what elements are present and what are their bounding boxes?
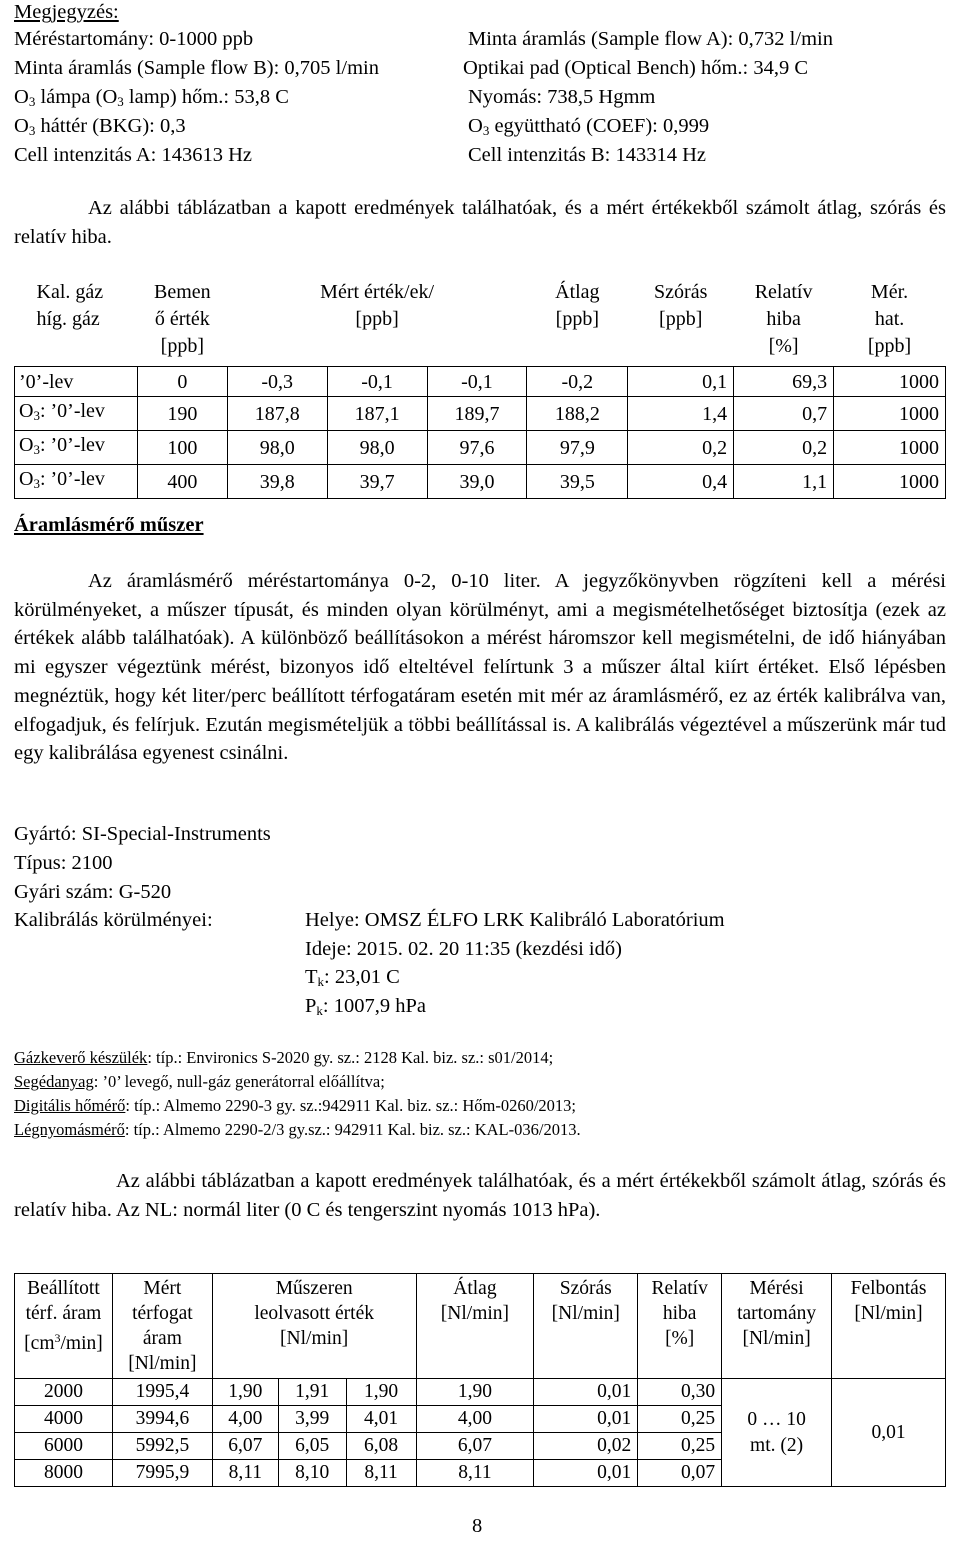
table2-cell: 7995,9 [112, 1460, 212, 1487]
table1-cell: 98,0 [227, 431, 327, 465]
note-right-1: Optikai pad (Optical Bench) hőm.: 34,9 C [463, 57, 809, 79]
table1-cell: $O_3$: ’0’-lev [15, 465, 138, 499]
table2-cell: 6,07 [212, 1433, 278, 1460]
table1-cell: 1000 [834, 367, 946, 397]
table1-cell: 1000 [834, 465, 946, 499]
table-row [15, 1379, 946, 1406]
table1-cell: 39,0 [427, 465, 527, 499]
t1-header-input: Bemen ő érték [ppb] [153, 281, 211, 357]
table2-cell: 8,11 [416, 1460, 534, 1487]
table2-cell: 0,01 [534, 1406, 638, 1433]
table1-cell: 190 [137, 397, 227, 431]
table1-cell: 97,6 [427, 431, 527, 465]
t1-header-average: Átlag [ppb] [555, 281, 600, 330]
t1-header-range: Mér. hat. [ppb] [867, 281, 912, 357]
note-left-4: Cell intenzitás A: 143613 Hz [14, 144, 252, 166]
table2-cell: 4000 [15, 1406, 113, 1433]
table2-cell: 1,90 [212, 1379, 278, 1406]
t2-header-readings: Műszeren leolvasott érték [Nl/min] [212, 1274, 416, 1379]
table-row [15, 397, 946, 431]
maker-line: Gyártó: SI-Special-Instruments [14, 823, 271, 845]
table1-cell: 39,5 [527, 465, 628, 499]
intro-paragraph-1: Az alábbi táblázatban a kapott eredmények találhatóak, és a mért értékekből számolt átlag, szórás és relatív hiba. [14, 197, 946, 248]
table1-cell: 97,9 [527, 431, 628, 465]
t2-header-range: Mérési tartomány [Nl/min] [722, 1274, 832, 1379]
table1-cell: 187,8 [227, 397, 327, 431]
table2-cell: 0,01 [534, 1460, 638, 1487]
table1-cell: 0,4 [628, 465, 734, 499]
table-row [15, 465, 946, 499]
table1-cell: 189,7 [427, 397, 527, 431]
table1-cell: 98,0 [327, 431, 427, 465]
table2-cell: 2000 [15, 1379, 113, 1406]
t2-header-measured-flow: Mért térfogat áram [Nl/min] [112, 1274, 212, 1379]
note-right-3: $O_3$ együttható (COEF): 0,999 [468, 115, 710, 138]
table1-cell: 39,8 [227, 465, 327, 499]
table-row [15, 367, 946, 397]
t1-header-relative-error: Relatív hiba [%] [754, 281, 813, 357]
table1-cell: $O_3$: ’0’-lev [15, 397, 138, 431]
section-title: Áramlásmérő műszer [14, 514, 204, 536]
table-row [15, 431, 946, 465]
table2-cell: 1,90 [416, 1379, 534, 1406]
t1-header-stdev: Szórás [ppb] [654, 281, 708, 330]
t2-header-average: Átlag [Nl/min] [416, 1274, 534, 1379]
table2-cell: 6,07 [416, 1433, 534, 1460]
table2-cell: 8,10 [278, 1460, 346, 1487]
table1-cell: -0,1 [327, 367, 427, 397]
table2-cell: 0,07 [638, 1460, 722, 1487]
table1-cell: 0,2 [628, 431, 734, 465]
table2-cell: 8,11 [212, 1460, 278, 1487]
note-right-4: Cell intenzitás B: 143314 Hz [468, 144, 706, 166]
table1-cell: 188,2 [527, 397, 628, 431]
resolution-cell: 0,01 [832, 1379, 946, 1487]
t1-header-cal-gas: Kal. gáz híg. gáz [36, 281, 104, 330]
table2-cell: 0,02 [534, 1433, 638, 1460]
note-left-2: $O_3$ lámpa ($O_3$ lamp) hőm.: 53,8 C [14, 86, 289, 109]
calibration-temperature: $T_k$: 23,01 C [305, 966, 400, 989]
table2-cell: 5992,5 [112, 1433, 212, 1460]
table1-cell: $O_3$: ’0’-lev [15, 431, 138, 465]
table2-cell: 4,01 [346, 1406, 416, 1433]
note-heading: Megjegyzés: [14, 1, 119, 23]
calibration-time: Ideje: 2015. 02. 20 11:35 (kezdési idő) [305, 938, 622, 960]
table1-cell: -0,3 [227, 367, 327, 397]
table1-cell: -0,1 [427, 367, 527, 397]
table2-cell: 6,08 [346, 1433, 416, 1460]
table2-cell: 4,00 [212, 1406, 278, 1433]
table2-cell: 3994,6 [112, 1406, 212, 1433]
table1-cell: 1000 [834, 431, 946, 465]
table1-cell: 1,4 [628, 397, 734, 431]
table1-cell: 0 [137, 367, 227, 397]
table2-cell: 1995,4 [112, 1379, 212, 1406]
table1-cell: 187,1 [327, 397, 427, 431]
calibration-label: Kalibrálás körülményei: [14, 909, 213, 931]
calibration-place: Helye: OMSZ ÉLFO LRK Kalibráló Laboratórium [305, 909, 725, 931]
t2-header-resolution: Felbontás [Nl/min] [832, 1274, 946, 1379]
table2-cell: 4,00 [416, 1406, 534, 1433]
t2-header-set-flow: Beállított térf. áram $[cm^3/\min]$ [15, 1274, 113, 1379]
table2-cell: 6000 [15, 1433, 113, 1460]
page-number: 8 [472, 1515, 483, 1537]
table1-cell: 69,3 [734, 367, 834, 397]
t1-header-measured: Mért érték/ek/ [ppb] [320, 281, 435, 330]
table2-cell: 3,99 [278, 1406, 346, 1433]
calibration-pressure: $P_k$: 1007,9 hPa [305, 995, 426, 1018]
flow-results-table [14, 1273, 946, 1487]
table2-cell: 8000 [15, 1460, 113, 1487]
note-right-0: Minta áramlás (Sample flow A): 0,732 l/min [468, 28, 833, 50]
note-left-3: $O_3$ háttér (BKG): 0,3 [14, 115, 186, 138]
table1-cell: 100 [137, 431, 227, 465]
table2-cell: 1,91 [278, 1379, 346, 1406]
serial-line: Gyári szám: G-520 [14, 881, 172, 903]
table2-cell: 8,11 [346, 1460, 416, 1487]
table1-cell: 0,7 [734, 397, 834, 431]
table1-header-row [15, 279, 946, 367]
equipment-line: Digitális hőmérő: típ.: Almemo 2290-3 gy. sz.:942911 Kal. biz. sz.: Hőm-0260/2013; [14, 1096, 577, 1115]
equipment-line: Gázkeverő készülék: típ.: Environics S-2020 gy. sz.: 2128 Kal. biz. sz.: s01/2014; [14, 1048, 554, 1067]
ozone-results-table [14, 279, 946, 499]
table1-cell: ’0’-lev [15, 367, 138, 397]
table2-cell: 0,01 [534, 1379, 638, 1406]
t2-header-relative-error: Relatív hiba [%] [638, 1274, 722, 1379]
table2-cell: 6,05 [278, 1433, 346, 1460]
t2-header-stdev: Szórás [Nl/min] [534, 1274, 638, 1379]
note-left-0: Méréstartomány: 0-1000 ppb [14, 28, 254, 50]
table1-cell: -0,2 [527, 367, 628, 397]
range-cell: 0 … 10 mt. (2) [722, 1379, 832, 1487]
table1-cell: 1000 [834, 397, 946, 431]
equipment-line: Segédanyag: ’0’ levegő, null-gáz generátorral előállítva; [14, 1072, 385, 1091]
table2-cell: 1,90 [346, 1379, 416, 1406]
note-right-2: Nyomás: 738,5 Hgmm [468, 86, 656, 108]
flowmeter-paragraph: Az áramlásmérő méréstartománya 0-2, 0-10 liter. A jegyzőkönyvben rögzíteni kell a mérési körülményeket, a műszer típusát, és minden olyan körülményt, ami a megismételhetőséget biztosítja (ezek az értékek alább találhatóak). A különböző beállításokon a mérést háromszor kell megismételni, de idő hiányában mi egyszer végeztünk mérést, bizonyos idő elteltével felírtunk 3 a műszer által kiírt értéket. Első lépésben megnéztük, hogy két liter/perc beállított térfogatáram esetén mit mér az áramlásmérő, ez az érték kalibrálva van, elfogadjuk, és felírjuk. Ezután megismételjük a többi beállítással is. A kalibrálás végeztével a műszerünk már tud egy kalibrálása egyenest csinálni. [14, 570, 946, 765]
intro-paragraph-2: Az alábbi táblázatban a kapott eredmények találhatóak, és a mért értékekből számolt átlag, szórás és relatív hiba. Az NL: normál liter (0 C és tengerszint nyomás 1013 hPa). [14, 1170, 946, 1221]
note-left-1: Minta áramlás (Sample flow B): 0,705 l/min [14, 57, 379, 79]
equipment-line: Légnyomásmérő: típ.: Almemo 2290-2/3 gy.sz.: 942911 Kal. biz. sz.: KAL-036/2013. [14, 1120, 581, 1139]
table1-cell: 39,7 [327, 465, 427, 499]
table2-cell: 0,25 [638, 1406, 722, 1433]
table1-cell: 400 [137, 465, 227, 499]
table1-cell: 0,2 [734, 431, 834, 465]
type-line: Típus: 2100 [14, 852, 113, 874]
table1-cell: 1,1 [734, 465, 834, 499]
table1-cell: 0,1 [628, 367, 734, 397]
table2-header-row [15, 1274, 946, 1379]
table2-cell: 0,30 [638, 1379, 722, 1406]
table2-cell: 0,25 [638, 1433, 722, 1460]
